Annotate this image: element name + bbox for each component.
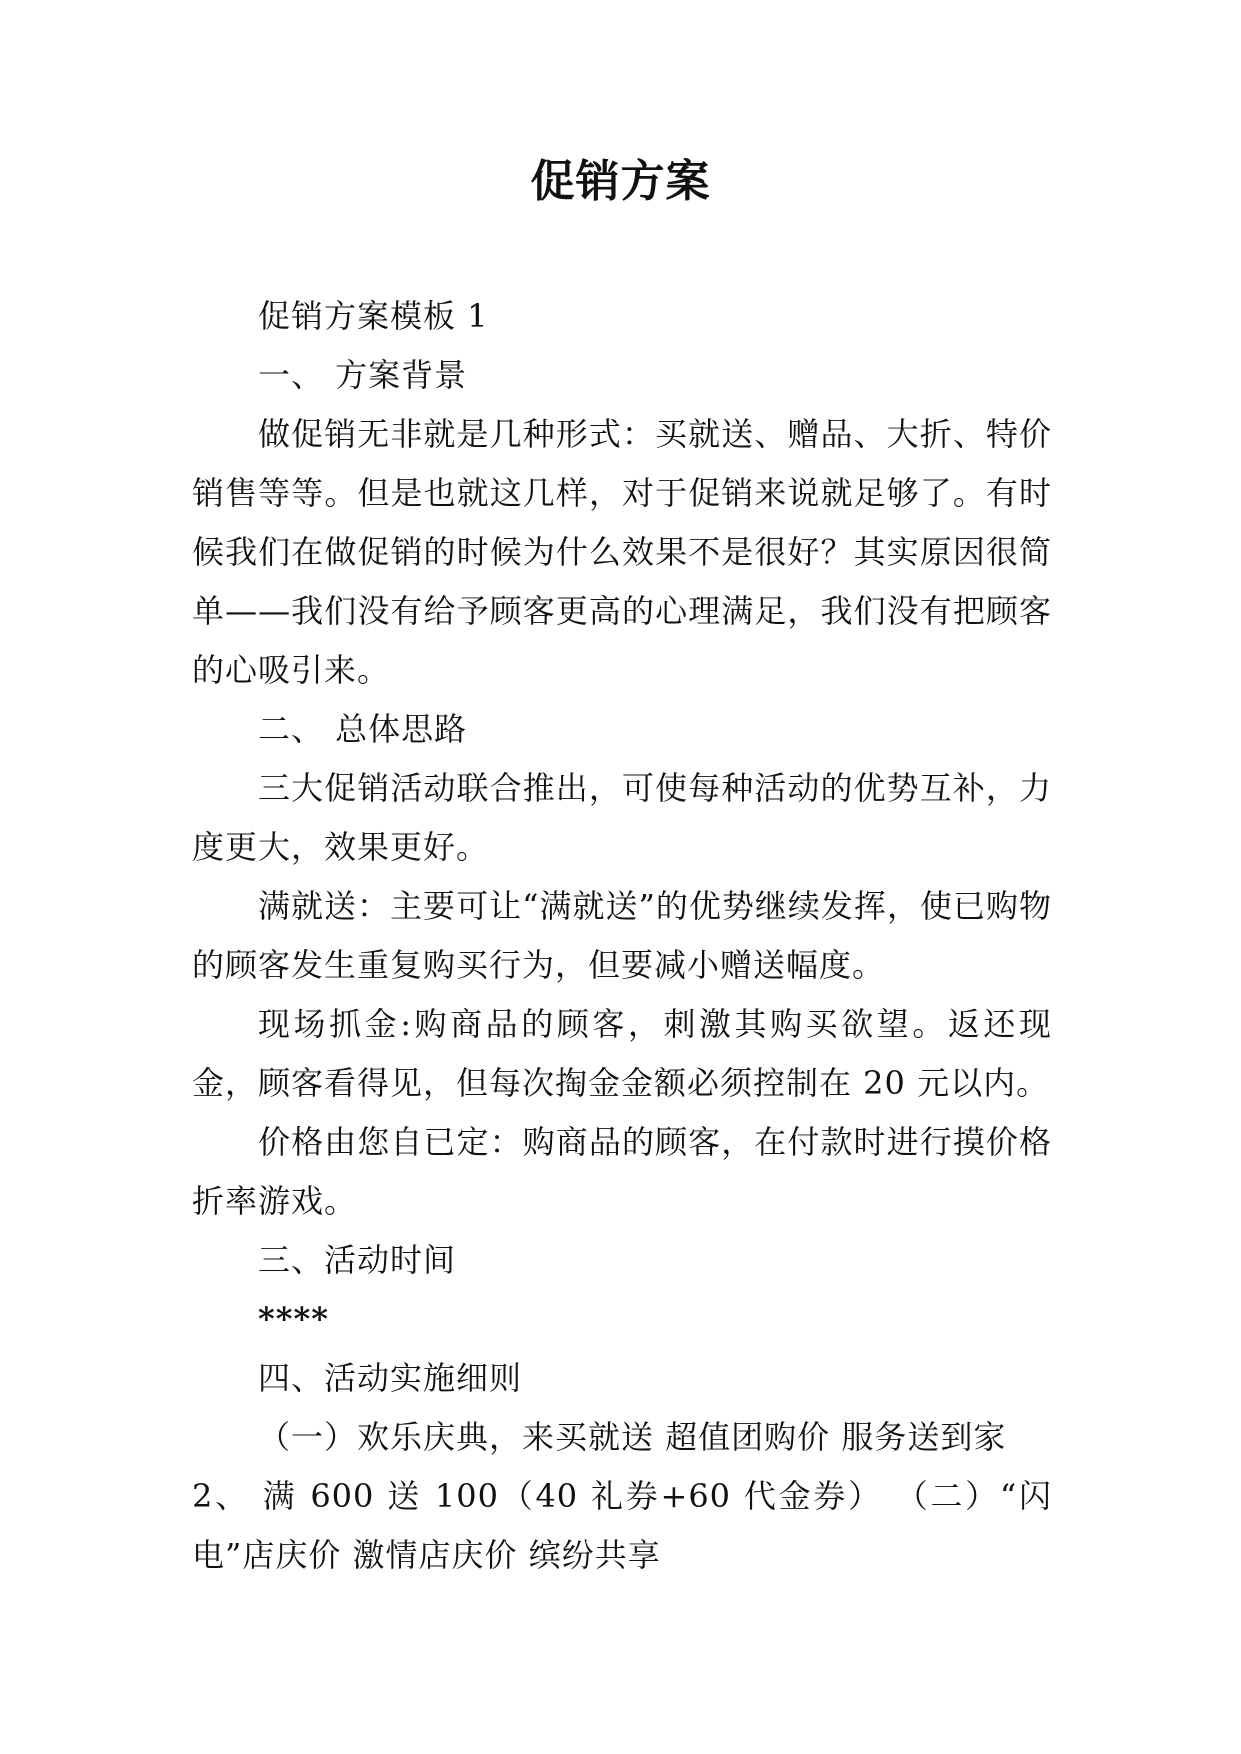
section-heading-time: 三、活动时间 (258, 1241, 457, 1279)
details-item-2: 2、 满 600 送 100（40 礼券+60 代金券） （二）“闪电”店庆价 激情店庆价 缤纷共享 (192, 1477, 1052, 1574)
document-body (192, 287, 1052, 1585)
section-heading-background: 一、 方案背景 (258, 356, 468, 394)
cash-grab-paragraph: 现场抓金:购商品的顾客，刺激其购买欲望。返还现金，顾客看得见，但每次掏金金额必须控制在 20 元以内。 (192, 1005, 1052, 1102)
price-game-paragraph: 价格由您自已定：购商品的顾客，在付款时进行摸价格折率游戏。 (192, 1123, 1052, 1220)
details-item-1: （一）欢乐庆典，来买就送 超值团购价 服务送到家 (258, 1418, 1007, 1456)
section-heading-details: 四、活动实施细则 (258, 1359, 523, 1397)
full-gift-paragraph: 满就送：主要可让“满就送”的优势继续发挥，使已购物的顾客发生重复购买行为，但要减小赠送幅度。 (192, 887, 1052, 984)
background-paragraph: 做促销无非就是几种形式：买就送、赠品、大折、特价销售等等。但是也就这几样，对于促销来说就足够了。有时候我们在做促销的时候为什么效果不是很好？其实原因很简单——我们没有给予顾客更高的心理满足，我们没有把顾客的心吸引来。 (192, 415, 1052, 689)
approach-paragraph: 三大促销活动联合推出，可使每种活动的优势互补，力度更大，效果更好。 (192, 769, 1052, 866)
section-heading-approach: 二、 总体思路 (258, 710, 468, 748)
template-heading: 促销方案模板 1 (258, 297, 489, 335)
document-title: 促销方案 (530, 156, 711, 207)
activity-time-value: **** (258, 1300, 329, 1338)
